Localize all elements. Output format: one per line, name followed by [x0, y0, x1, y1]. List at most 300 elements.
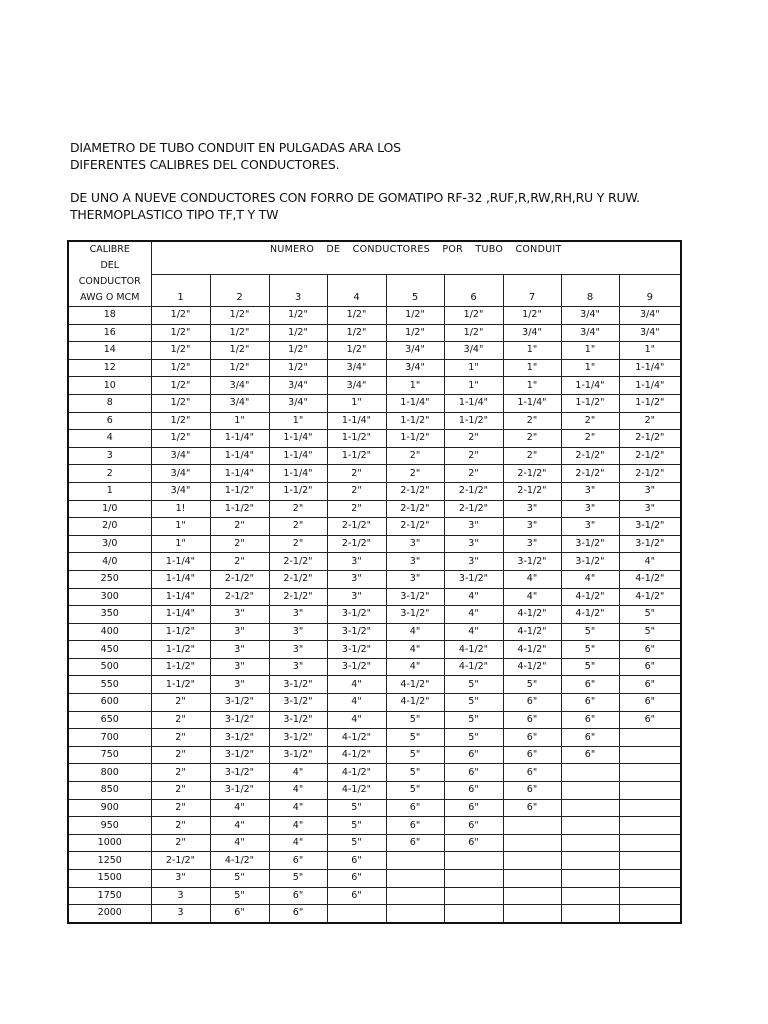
diameter-cell: 1-1/4" [210, 465, 269, 483]
diameter-cell: 4" [386, 658, 444, 676]
diameter-cell: 1" [327, 394, 386, 412]
diameter-cell: 4" [269, 764, 327, 782]
column-number-header: 6 [444, 274, 503, 306]
diameter-cell: 1/2" [444, 307, 503, 325]
calibre-cell: 950 [68, 817, 151, 835]
diameter-cell: 3-1/2" [210, 746, 269, 764]
diameter-cell [386, 887, 444, 905]
table-row [68, 676, 681, 694]
diameter-cell: 6" [561, 746, 619, 764]
diameter-cell: 6" [619, 711, 681, 729]
diameter-cell: 2-1/2" [503, 482, 561, 500]
diameter-cell: 2" [210, 535, 269, 553]
diameter-cell: 1-1/4" [561, 377, 619, 395]
diameter-cell: 5" [503, 676, 561, 694]
diameter-cell: 3-1/2" [210, 729, 269, 747]
diameter-cell: 4" [619, 553, 681, 571]
calibre-cell: 600 [68, 694, 151, 712]
diameter-cell: 1/2" [151, 377, 210, 395]
diameter-cell: 1-1/4" [269, 430, 327, 448]
table-row [68, 782, 681, 800]
diameter-cell [561, 799, 619, 817]
diameter-cell: 3-1/2" [327, 641, 386, 659]
diameter-cell: 6" [561, 694, 619, 712]
table-row [68, 482, 681, 500]
diameter-cell: 3-1/2" [503, 553, 561, 571]
diameter-cell: 3/4" [327, 359, 386, 377]
calibre-cell: 1750 [68, 887, 151, 905]
diameter-cell: 3/4" [210, 394, 269, 412]
table-row [68, 834, 681, 852]
diameter-cell: 4" [503, 570, 561, 588]
diameter-cell: 2" [210, 553, 269, 571]
diameter-cell: 2-1/2" [151, 852, 210, 870]
diameter-cell: 4-1/2" [444, 641, 503, 659]
calibre-cell: 16 [68, 324, 151, 342]
diameter-cell: 1/2" [151, 412, 210, 430]
diameter-cell: 1-1/4" [269, 465, 327, 483]
diameter-cell: 3" [444, 518, 503, 536]
diameter-cell: 4" [327, 676, 386, 694]
calibre-cell: 12 [68, 359, 151, 377]
diameter-cell: 3/4" [503, 324, 561, 342]
diameter-cell: 6" [503, 694, 561, 712]
diameter-cell [444, 852, 503, 870]
diameter-cell: 2-1/2" [327, 535, 386, 553]
diameter-cell: 6" [327, 887, 386, 905]
diameter-cell: 1" [561, 342, 619, 360]
diameter-cell [619, 817, 681, 835]
diameter-cell: 2" [151, 711, 210, 729]
diameter-cell: 4-1/2" [619, 588, 681, 606]
table-row [68, 465, 681, 483]
diameter-cell: 4" [386, 623, 444, 641]
diameter-cell: 1" [503, 359, 561, 377]
diameter-cell: 1-1/2" [210, 500, 269, 518]
diameter-cell: 2-1/2" [386, 518, 444, 536]
diameter-cell: 2-1/2" [327, 518, 386, 536]
diameter-cell: 4" [444, 588, 503, 606]
diameter-cell: 1/2" [327, 324, 386, 342]
diameter-cell: 3" [386, 535, 444, 553]
diameter-cell [619, 870, 681, 888]
diameter-cell: 2" [210, 518, 269, 536]
diameter-cell: 4-1/2" [503, 606, 561, 624]
diameter-cell [561, 782, 619, 800]
diameter-cell: 4-1/2" [619, 570, 681, 588]
diameter-cell: 3/4" [327, 377, 386, 395]
diameter-cell: 1" [151, 535, 210, 553]
diameter-cell: 1/2" [327, 307, 386, 325]
diameter-cell: 4-1/2" [503, 641, 561, 659]
calibre-cell: 1500 [68, 870, 151, 888]
diameter-cell: 2" [327, 500, 386, 518]
diameter-cell: 2-1/2" [210, 588, 269, 606]
diameter-cell: 1-1/4" [386, 394, 444, 412]
diameter-cell: 4" [269, 782, 327, 800]
diameter-cell: 6" [269, 852, 327, 870]
calibre-cell: 2/0 [68, 518, 151, 536]
diameter-cell: 1-1/4" [151, 606, 210, 624]
diameter-cell: 6" [444, 782, 503, 800]
diameter-cell: 1/2" [269, 307, 327, 325]
diameter-cell: 1-1/4" [210, 447, 269, 465]
calibre-cell: 6 [68, 412, 151, 430]
diameter-cell: 1-1/4" [619, 377, 681, 395]
calibre-cell: 850 [68, 782, 151, 800]
diameter-cell: 5" [386, 764, 444, 782]
diameter-cell: 2" [151, 834, 210, 852]
table-row [68, 764, 681, 782]
table-row [68, 606, 681, 624]
diameter-cell [444, 887, 503, 905]
diameter-cell: 2" [269, 535, 327, 553]
calibre-cell: 650 [68, 711, 151, 729]
diameter-cell: 1/2" [444, 324, 503, 342]
column-number-header: 4 [327, 274, 386, 306]
table-row [68, 570, 681, 588]
column-number-header: 8 [561, 274, 619, 306]
diameter-cell: 1/2" [210, 324, 269, 342]
calibre-cell: 1000 [68, 834, 151, 852]
diameter-cell: 5" [561, 623, 619, 641]
diameter-cell: 1-1/4" [327, 412, 386, 430]
diameter-cell [386, 852, 444, 870]
diameter-cell: 3" [210, 606, 269, 624]
diameter-cell [444, 905, 503, 923]
table-row [68, 500, 681, 518]
diameter-cell: 2" [561, 430, 619, 448]
diameter-cell: 3-1/2" [327, 658, 386, 676]
diameter-cell: 2" [503, 430, 561, 448]
diameter-cell: 1-1/4" [151, 553, 210, 571]
diameter-cell [561, 905, 619, 923]
calibre-cell: 14 [68, 342, 151, 360]
diameter-cell: 1/2" [151, 430, 210, 448]
diameter-cell: 2-1/2" [210, 570, 269, 588]
diameter-cell: 1" [503, 342, 561, 360]
diameter-cell [561, 852, 619, 870]
diameter-cell [327, 905, 386, 923]
diameter-cell: 2-1/2" [444, 482, 503, 500]
diameter-cell: 3" [327, 570, 386, 588]
diameter-cell: 1-1/4" [444, 394, 503, 412]
diameter-cell: 1-1/4" [151, 570, 210, 588]
diameter-cell: 5" [269, 870, 327, 888]
diameter-cell: 3" [269, 641, 327, 659]
diameter-cell: 2" [619, 412, 681, 430]
diameter-cell: 2" [151, 817, 210, 835]
calibre-cell: 800 [68, 764, 151, 782]
diameter-cell: 6" [444, 834, 503, 852]
table-row [68, 377, 681, 395]
diameter-cell: 1/2" [151, 359, 210, 377]
diameter-cell: 6" [269, 905, 327, 923]
calibre-cell: 1 [68, 482, 151, 500]
diameter-cell: 4" [269, 799, 327, 817]
table-row [68, 694, 681, 712]
diameter-cell: 1-1/2" [151, 676, 210, 694]
calibre-cell: 10 [68, 377, 151, 395]
diameter-cell: 1/2" [151, 342, 210, 360]
diameter-cell [503, 905, 561, 923]
table-row [68, 658, 681, 676]
diameter-cell: 1" [619, 342, 681, 360]
calibre-cell: 550 [68, 676, 151, 694]
diameter-cell: 5" [386, 729, 444, 747]
diameter-cell: 4-1/2" [386, 676, 444, 694]
diameter-cell: 1-1/2" [327, 447, 386, 465]
diameter-cell: 6" [503, 711, 561, 729]
diameter-cell: 2-1/2" [269, 570, 327, 588]
diameter-cell: 5" [327, 799, 386, 817]
diameter-cell: 2" [561, 412, 619, 430]
diameter-cell: 1" [561, 359, 619, 377]
diameter-cell: 3-1/2" [561, 535, 619, 553]
diameter-cell: 6" [503, 729, 561, 747]
diameter-cell: 3" [327, 553, 386, 571]
numero-header: NUMERO DE CONDUCTORES POR TUBO CONDUIT [151, 241, 681, 274]
diameter-cell: 2" [444, 465, 503, 483]
diameter-cell: 5" [444, 729, 503, 747]
column-number-header: 1 [151, 274, 210, 306]
table-row [68, 817, 681, 835]
diameter-cell: 1/2" [151, 394, 210, 412]
diameter-cell: 6" [444, 799, 503, 817]
diameter-cell: 3" [269, 623, 327, 641]
diameter-cell [503, 852, 561, 870]
diameter-cell: 5" [327, 834, 386, 852]
diameter-cell: 4" [269, 834, 327, 852]
diameter-cell: 3-1/2" [210, 782, 269, 800]
diameter-cell: 4-1/2" [386, 694, 444, 712]
diameter-cell: 6" [561, 711, 619, 729]
diameter-cell: 3-1/2" [619, 518, 681, 536]
diameter-cell: 2" [327, 482, 386, 500]
column-number-header: 3 [269, 274, 327, 306]
calibre-cell: 350 [68, 606, 151, 624]
calibre-cell: 2000 [68, 905, 151, 923]
diameter-cell: 6" [503, 782, 561, 800]
diameter-cell: 1/2" [210, 307, 269, 325]
diameter-cell: 2" [503, 412, 561, 430]
diameter-cell: 3/4" [561, 307, 619, 325]
diameter-cell: 3/4" [269, 394, 327, 412]
diameter-cell: 4-1/2" [561, 588, 619, 606]
diameter-cell: 2" [444, 447, 503, 465]
diameter-cell: 2" [151, 799, 210, 817]
diameter-cell: 3" [619, 500, 681, 518]
diameter-cell: 2" [151, 729, 210, 747]
diameter-cell: 6" [327, 852, 386, 870]
diameter-cell: 4-1/2" [327, 764, 386, 782]
diameter-cell: 1-1/4" [151, 588, 210, 606]
calibre-cell: 4/0 [68, 553, 151, 571]
diameter-cell: 5" [444, 694, 503, 712]
diameter-cell [503, 870, 561, 888]
diameter-cell: 6" [561, 729, 619, 747]
diameter-cell: 2-1/2" [269, 588, 327, 606]
table-row [68, 799, 681, 817]
diameter-cell: 1-1/4" [619, 359, 681, 377]
diameter-cell: 4-1/2" [444, 658, 503, 676]
diameter-cell: 5" [619, 606, 681, 624]
diameter-cell: 6" [444, 746, 503, 764]
diameter-cell: 6" [386, 817, 444, 835]
diameter-cell: 3 [151, 905, 210, 923]
calibre-header-line: CALIBRE [89, 244, 130, 255]
diameter-cell: 3-1/2" [327, 606, 386, 624]
diameter-cell: 2-1/2" [386, 482, 444, 500]
diameter-cell: 2" [444, 430, 503, 448]
table-row [68, 641, 681, 659]
table-row [68, 729, 681, 747]
diameter-cell: 4" [210, 817, 269, 835]
diameter-cell: 3/4" [561, 324, 619, 342]
diameter-cell [561, 817, 619, 835]
calibre-header-line: DEL [100, 260, 120, 271]
diameter-cell: 3/4" [386, 342, 444, 360]
diameter-cell: 5" [619, 623, 681, 641]
diameter-cell: 1-1/4" [210, 430, 269, 448]
title-line-1: DIAMETRO DE TUBO CONDUIT EN PULGADAS ARA LOS [70, 140, 401, 155]
table-row [68, 447, 681, 465]
diameter-cell: 2" [151, 694, 210, 712]
diameter-cell: 3" [561, 500, 619, 518]
diameter-cell [619, 834, 681, 852]
diameter-cell: 3/4" [269, 377, 327, 395]
diameter-cell: 3/4" [151, 482, 210, 500]
diameter-cell [444, 870, 503, 888]
diameter-cell: 2-1/2" [444, 500, 503, 518]
diameter-cell [619, 764, 681, 782]
calibre-cell: 300 [68, 588, 151, 606]
diameter-cell: 1/2" [386, 324, 444, 342]
diameter-cell: 2" [151, 764, 210, 782]
diameter-cell [619, 852, 681, 870]
diameter-cell: 6" [327, 870, 386, 888]
diameter-cell [503, 817, 561, 835]
diameter-cell: 4-1/2" [503, 623, 561, 641]
diameter-cell: 5" [210, 870, 269, 888]
diameter-cell: 6" [386, 834, 444, 852]
subtitle-line-1: DE UNO A NUEVE CONDUCTORES CON FORRO DE GOMATIPO RF-32 ,RUF,R,RW,RH,RU Y RUW. [70, 190, 640, 205]
diameter-cell: 3" [210, 676, 269, 694]
diameter-cell: 2-1/2" [269, 553, 327, 571]
diameter-cell: 1" [386, 377, 444, 395]
table-row [68, 324, 681, 342]
diameter-cell: 5" [386, 711, 444, 729]
diameter-cell: 2-1/2" [561, 465, 619, 483]
diameter-cell: 6" [269, 887, 327, 905]
diameter-cell: 3" [386, 553, 444, 571]
diameter-cell: 3" [444, 535, 503, 553]
diameter-cell: 1" [210, 412, 269, 430]
calibre-cell: 8 [68, 394, 151, 412]
diameter-cell: 1" [444, 359, 503, 377]
diameter-cell: 1-1/2" [327, 430, 386, 448]
diameter-cell: 1! [151, 500, 210, 518]
diameter-cell: 3" [503, 500, 561, 518]
diameter-cell: 2-1/2" [619, 465, 681, 483]
diameter-cell: 1" [503, 377, 561, 395]
diameter-cell: 2-1/2" [619, 430, 681, 448]
diameter-cell: 1/2" [210, 342, 269, 360]
diameter-cell: 1-1/4" [503, 394, 561, 412]
diameter-cell: 4" [386, 641, 444, 659]
diameter-cell: 1/2" [269, 342, 327, 360]
diameter-cell: 3/4" [210, 377, 269, 395]
diameter-cell: 6" [619, 658, 681, 676]
diameter-cell: 4" [327, 694, 386, 712]
diameter-cell: 6" [619, 676, 681, 694]
diameter-cell: 1-1/2" [269, 482, 327, 500]
diameter-cell: 3-1/2" [386, 588, 444, 606]
diameter-cell: 1-1/2" [619, 394, 681, 412]
diameter-cell: 4" [210, 799, 269, 817]
table-row [68, 342, 681, 360]
table-row [68, 623, 681, 641]
diameter-cell: 2" [386, 447, 444, 465]
diameter-cell: 3" [386, 570, 444, 588]
diameter-cell: 6" [503, 764, 561, 782]
diameter-cell: 3-1/2" [269, 676, 327, 694]
table-row [68, 746, 681, 764]
table-row [68, 870, 681, 888]
diameter-cell: 3/4" [151, 465, 210, 483]
diameter-cell: 6" [503, 746, 561, 764]
diameter-cell [619, 782, 681, 800]
diameter-cell [561, 887, 619, 905]
diameter-cell: 1/2" [210, 359, 269, 377]
diameter-cell: 4" [503, 588, 561, 606]
diameter-cell [503, 887, 561, 905]
diameter-cell: 3-1/2" [269, 694, 327, 712]
diameter-cell: 4" [269, 817, 327, 835]
column-number-header: 7 [503, 274, 561, 306]
diameter-cell: 1" [151, 518, 210, 536]
table-row [68, 535, 681, 553]
document-heading [70, 139, 710, 223]
column-number-header: 5 [386, 274, 444, 306]
diameter-cell: 1-1/2" [386, 412, 444, 430]
diameter-cell: 4-1/2" [503, 658, 561, 676]
table-row [68, 553, 681, 571]
diameter-cell: 3/4" [619, 324, 681, 342]
diameter-cell: 5" [561, 658, 619, 676]
diameter-cell: 5" [386, 746, 444, 764]
diameter-cell: 5" [561, 641, 619, 659]
diameter-cell: 1-1/2" [151, 641, 210, 659]
diameter-cell: 2-1/2" [619, 447, 681, 465]
diameter-cell: 1-1/2" [151, 623, 210, 641]
diameter-cell: 3-1/2" [327, 623, 386, 641]
diameter-cell: 3-1/2" [210, 694, 269, 712]
diameter-cell: 2" [269, 518, 327, 536]
diameter-cell: 3" [503, 518, 561, 536]
diameter-cell: 3/4" [619, 307, 681, 325]
diameter-cell: 1/2" [151, 307, 210, 325]
diameter-cell [386, 870, 444, 888]
diameter-cell: 6" [561, 676, 619, 694]
diameter-cell: 3" [561, 482, 619, 500]
calibre-cell: 3/0 [68, 535, 151, 553]
diameter-cell: 6" [503, 799, 561, 817]
diameter-cell: 3" [210, 658, 269, 676]
calibre-cell: 900 [68, 799, 151, 817]
diameter-cell: 3-1/2" [444, 570, 503, 588]
diameter-cell: 4" [444, 623, 503, 641]
